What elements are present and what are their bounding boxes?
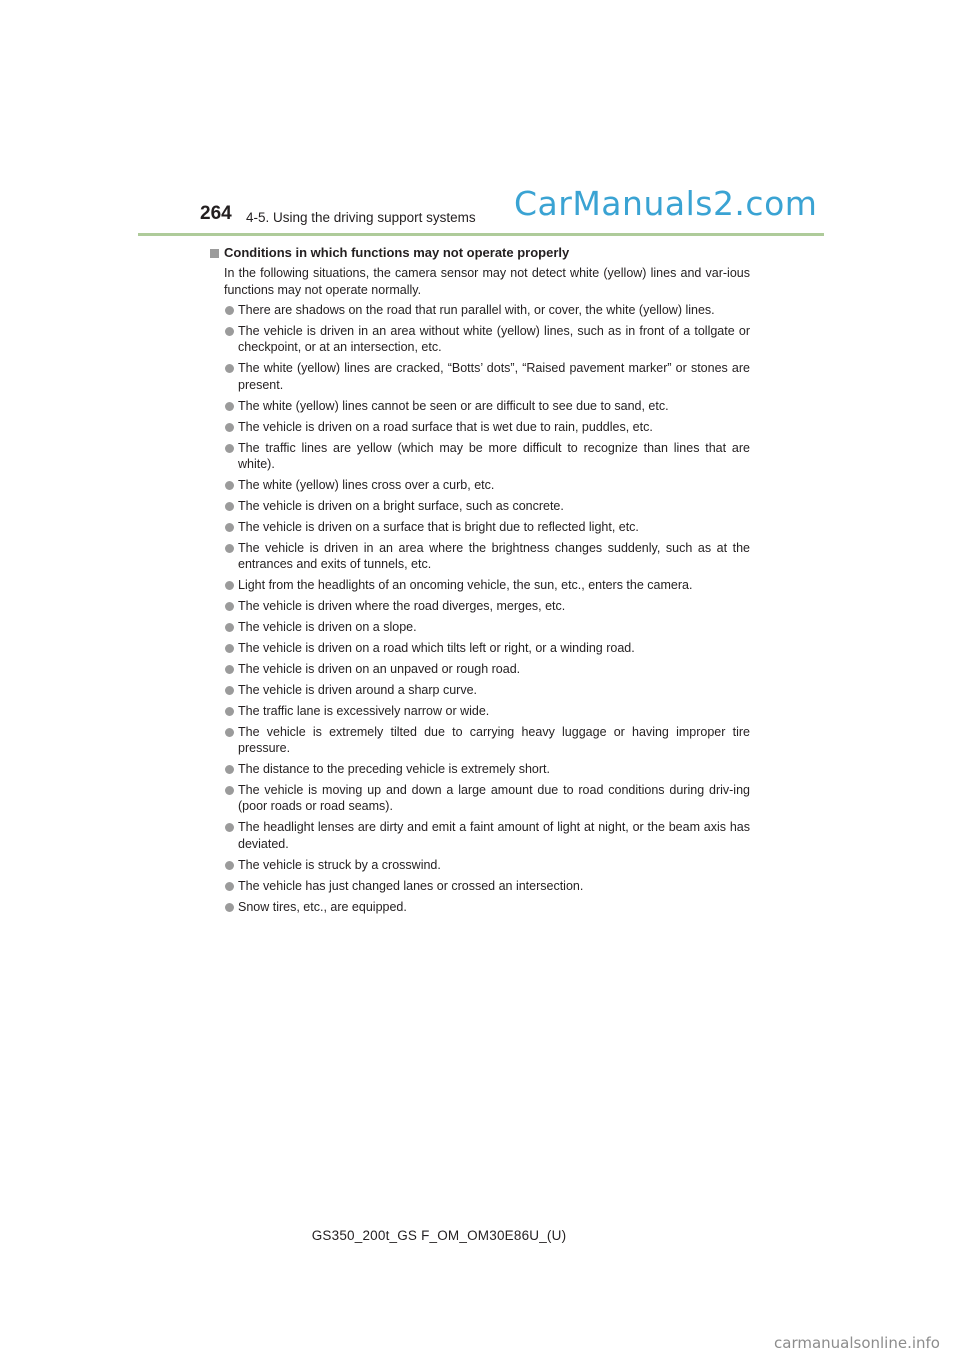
circle-bullet-icon [225,306,234,315]
list-item [210,519,750,535]
circle-bullet-icon [225,903,234,912]
circle-bullet-icon [225,602,234,611]
page-header [0,0,960,240]
circle-bullet-icon [225,728,234,737]
circle-bullet-icon [225,786,234,795]
list-item [210,302,750,318]
list-item [210,661,750,677]
footer-code-text: GS350_200t_GS F_OM_OM30E86U_(U) [311,1228,567,1243]
circle-bullet-icon [225,544,234,553]
watermark-carmanualsonline: carmanualsonline.info [774,1334,940,1352]
list-item-text: The vehicle has just changed lanes or crossed an intersection. [238,878,584,893]
list-item [210,857,750,873]
circle-bullet-icon [225,502,234,511]
circle-bullet-icon [225,765,234,774]
list-item-text: The vehicle is driven on a bright surface, such as concrete. [238,498,564,513]
list-item-text: The vehicle is driven on an unpaved or rough road. [238,661,521,676]
list-item [210,398,750,414]
list-item-text: The white (yellow) lines cannot be seen or are difficult to see due to sand, etc. [238,398,669,413]
conditions-heading [210,244,750,262]
circle-bullet-icon [225,665,234,674]
intro-paragraph: In the following situations, the camera sensor may not detect white (yellow) lines and var-ious functions may not operate normally. [224,266,750,297]
list-item [210,899,750,915]
footer-document-code [0,1228,960,1243]
list-item-text: The vehicle is moving up and down a large amount due to road conditions during driv-ing (poor roads or road seams). [238,783,750,814]
list-item [210,682,750,698]
watermark-carmanuals2: CarManuals2.com [514,184,818,223]
list-item-text: The vehicle is driven on a road surface that is wet due to rain, puddles, etc. [238,419,653,434]
list-item [210,540,750,573]
list-item [210,323,750,356]
circle-bullet-icon [225,423,234,432]
list-item-text: The vehicle is driven in an area without white (yellow) lines, such as in front of a tollgate or checkpoint, or at an intersection, etc. [238,323,750,355]
square-bullet-icon [210,249,219,258]
circle-bullet-icon [225,402,234,411]
circle-bullet-icon [225,364,234,373]
circle-bullet-icon [225,686,234,695]
list-item-text: The distance to the preceding vehicle is extremely short. [238,762,550,777]
list-item-text: The vehicle is driven on a surface that is bright due to reflected light, etc. [238,519,639,534]
list-item-text: The vehicle is extremely tilted due to carrying heavy luggage or having improper tire pressure. [238,724,750,756]
list-item-text: The white (yellow) lines are cracked, “Botts’ dots”, “Raised pavement marker” or stones are present. [238,361,750,392]
list-item [210,498,750,514]
circle-bullet-icon [225,707,234,716]
list-item-text: The vehicle is driven on a road which tilts left or right, or a winding road. [238,640,635,655]
list-item-text: Snow tires, etc., are equipped. [238,899,407,914]
circle-bullet-icon [225,644,234,653]
list-item [210,761,750,777]
list-item [210,640,750,656]
circle-bullet-icon [225,623,234,632]
list-item-text: The white (yellow) lines cross over a curb, etc. [238,477,495,492]
list-item [210,577,750,593]
list-item [210,360,750,393]
list-item [210,440,750,473]
list-item [210,819,750,852]
list-item [210,782,750,815]
list-item-text: The headlight lenses are dirty and emit a faint amount of light at night, or the beam axis has deviated. [238,820,750,851]
section-title: 4-5. Using the driving support systems [246,210,476,225]
list-item [210,619,750,635]
list-item-text: The vehicle is driven around a sharp curve. [238,682,478,697]
list-item-text: There are shadows on the road that run parallel with, or cover, the white (yellow) lines. [238,303,715,317]
page-number: 264 [200,203,232,224]
list-item [210,419,750,435]
circle-bullet-icon [225,823,234,832]
list-item-text: The vehicle is driven where the road diverges, merges, etc. [238,599,566,614]
list-item [210,477,750,493]
circle-bullet-icon [225,861,234,870]
circle-bullet-icon [225,327,234,336]
list-item-text: The traffic lines are yellow (which may be more difficult to recognize than lines that are white). [238,440,750,471]
circle-bullet-icon [225,481,234,490]
list-item [210,703,750,719]
circle-bullet-icon [225,882,234,891]
conditions-heading-text: Conditions in which functions may not operate properly [224,245,570,260]
list-item-text: The vehicle is driven in an area where the brightness changes suddenly, such as at the entrances and exits of tunnels, etc. [238,540,750,572]
list-item [210,724,750,757]
list-item-text: Light from the headlights of an oncoming vehicle, the sun, etc., enters the camera. [238,578,693,593]
conditions-list [210,302,750,915]
circle-bullet-icon [225,523,234,532]
circle-bullet-icon [225,444,234,453]
list-item [210,878,750,894]
circle-bullet-icon [225,581,234,590]
header-rule [138,233,824,236]
list-item-text: The vehicle is struck by a crosswind. [238,857,441,872]
list-item [210,598,750,614]
main-content [210,244,750,920]
list-item-text: The vehicle is driven on a slope. [238,620,417,634]
list-item-text: The traffic lane is excessively narrow or wide. [238,703,490,718]
